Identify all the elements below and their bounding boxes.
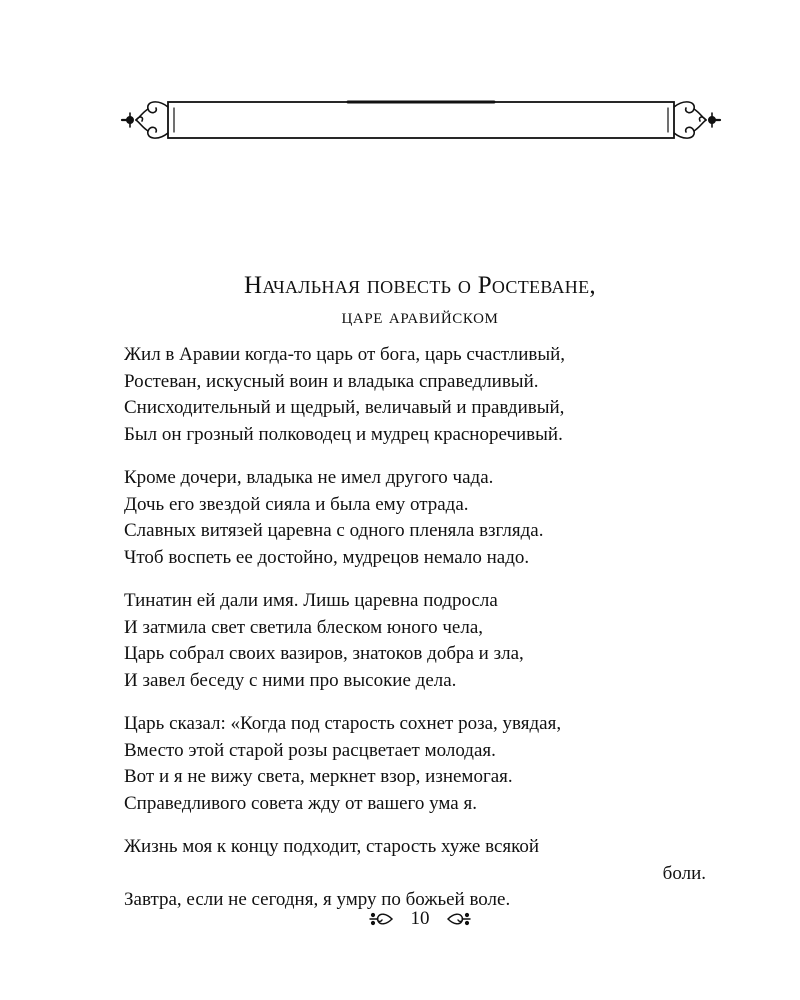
stanza [124,342,714,448]
poem-line: Чтоб воспеть ее достойно, мудрецов немало надо. [124,546,530,568]
poem-line: И затмила свет светила блеском юного чела, [124,616,483,638]
stanza [124,711,714,817]
stanza [124,834,714,914]
poem-line: Справедливого совета жду от вашего ума я. [124,792,477,814]
poem-line-overflow: боли. [662,862,706,884]
page-number: 10 [410,908,430,929]
poem-line: Царь сказал: «Когда под старость сохнет роза, увядая, [124,713,562,734]
poem-line: Тинатин ей дали имя. Лишь царевна подросла [124,590,498,611]
chapter-title-line-1: Начальная повесть о Ростеване, [244,272,596,299]
poem-line: Вместо этой старой розы расцветает молодая. [124,739,496,761]
flourish-right-icon [446,909,472,929]
poem-line: Ростеван, искусный воин и владыка справедливый. [124,370,539,392]
poem-line: Жил в Аравии когда-то царь от бога, царь счастливый, [124,344,566,365]
poem-line: Славных витязей царевна с одного пленяла взгляда. [124,520,544,541]
poem-line: Завтра, если не сегодня, я умру по божьей воле. [124,889,511,910]
poem-line: И завел беседу с ними про высокие дела. [124,669,457,691]
poem-line: Царь собрал своих вазиров, знатоков добра и зла, [124,643,524,664]
chapter-title [120,270,720,330]
stanza [124,588,714,694]
stanza [124,465,714,571]
poem-line: Вот и я не вижу света, меркнет взор, изнемогая. [124,766,513,787]
poem-body [124,342,714,931]
poem-line: Снисходительный и щедрый, величавый и правдивый, [124,397,565,418]
poem-line: Жизнь моя к концу подходит, старость хуже всякой [124,836,540,857]
poem-line: Кроме дочери, владыка не имел другого чада. [124,467,494,488]
page-footer [0,904,800,934]
folio [370,904,470,934]
poem-line: Дочь его звездой сияла и была ему отрада. [124,493,469,515]
ornamental-frame-icon [118,95,724,145]
chapter-title-line-2: царе аравийском [341,304,499,328]
poem-line: Был он грозный полководец и мудрец красноречивый. [124,423,563,445]
